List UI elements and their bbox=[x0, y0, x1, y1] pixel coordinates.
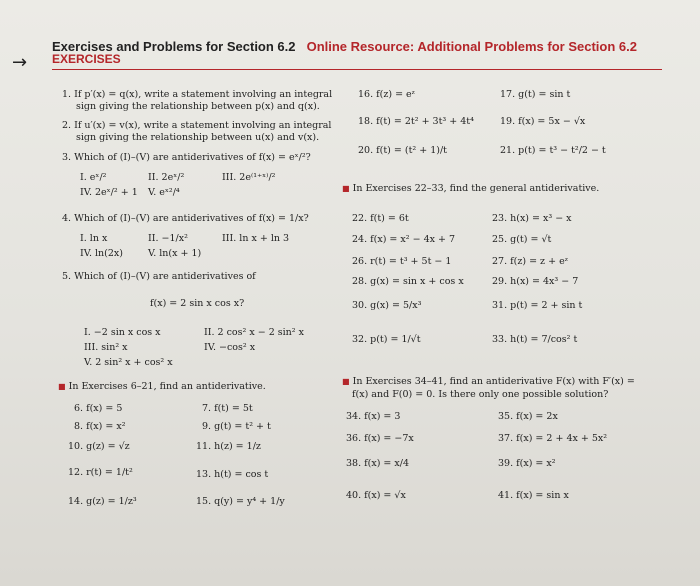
problem-5-function: f(x) = 2 sin x cos x? bbox=[150, 298, 245, 309]
problem-5-option-2: II. 2 cos² x − 2 sin² x bbox=[204, 327, 304, 338]
problem-4-option-2: II. −1/x² bbox=[148, 233, 188, 244]
exercise-13: 13. h(t) = cos t bbox=[196, 469, 269, 480]
exercise-26: 26. r(t) = t³ + 5t − 1 bbox=[352, 256, 452, 267]
exercises-34-41-instruction bbox=[342, 376, 635, 387]
exercise-28: 28. g(x) = sin x + cos x bbox=[352, 276, 464, 287]
exercise-21: 21. p(t) = t³ − t²/2 − t bbox=[500, 145, 606, 156]
problem-5-option-4: IV. −cos² x bbox=[204, 342, 256, 353]
exercise-18: 18. f(t) = 2t² + 3t³ + 4t⁴ bbox=[358, 116, 474, 127]
problem-4-option-5: V. ln(x + 1) bbox=[148, 248, 202, 259]
exercises-34-41-text-1: In Exercises 34–41, find an antiderivative F(x) with F′(x) = bbox=[352, 376, 635, 387]
exercises-6-21-instruction bbox=[58, 381, 266, 392]
problem-3-option-5: V. eˣ²/⁴ bbox=[148, 187, 180, 198]
exercise-41: 41. f(x) = sin x bbox=[498, 490, 569, 501]
exercise-34: 34. f(x) = 3 bbox=[346, 411, 401, 422]
problem-1-line-2: sign giving the relationship between p(x) and q(x). bbox=[76, 101, 320, 112]
arrow-icon: → bbox=[12, 52, 28, 73]
exercise-36: 36. f(x) = −7x bbox=[346, 433, 414, 444]
exercise-30: 30. g(x) = 5/x³ bbox=[352, 300, 422, 311]
problem-4-option-3: III. ln x + ln 3 bbox=[222, 233, 290, 244]
problem-1-line-1: 1. If p′(x) = q(x), write a statement involving an integral bbox=[62, 89, 333, 100]
triangle-bullet-icon: ■ bbox=[342, 184, 350, 193]
exercise-6: 6. f(x) = 5 bbox=[74, 403, 123, 414]
problem-3-option-3: III. 2e⁽¹⁺ˣ⁾/² bbox=[222, 172, 276, 183]
online-resource-link[interactable]: Online Resource: Additional Problems for Section 6.2 bbox=[306, 39, 637, 54]
problem-3-option-4: IV. 2eˣ/² + 1 bbox=[80, 187, 138, 198]
exercise-40: 40. f(x) = √x bbox=[346, 490, 406, 501]
exercise-24: 24. f(x) = x² − 4x + 7 bbox=[352, 234, 456, 245]
exercises-6-21-text: In Exercises 6–21, find an antiderivative. bbox=[68, 381, 266, 392]
exercise-10: 10. g(z) = √z bbox=[68, 441, 130, 452]
exercise-9: 9. g(t) = t² + t bbox=[202, 421, 271, 432]
exercise-29: 29. h(x) = 4x³ − 7 bbox=[492, 276, 579, 287]
problem-3-option-1: I. eˣ/² bbox=[80, 172, 107, 183]
exercise-7: 7. f(t) = 5t bbox=[202, 403, 253, 414]
problem-4-option-1: I. ln x bbox=[80, 233, 108, 244]
exercise-8: 8. f(x) = x² bbox=[74, 421, 126, 432]
exercise-17: 17. g(t) = sin t bbox=[500, 89, 571, 100]
problem-5-option-1: I. −2 sin x cos x bbox=[84, 327, 161, 338]
problem-5-option-5: V. 2 sin² x + cos² x bbox=[84, 357, 173, 368]
exercise-19: 19. f(x) = 5x − √x bbox=[500, 116, 586, 127]
exercise-37: 37. f(x) = 2 + 4x + 5x² bbox=[498, 433, 608, 444]
problem-5-question: 5. Which of (I)–(V) are antiderivatives of bbox=[62, 271, 256, 282]
exercise-20: 20. f(t) = (t² + 1)/t bbox=[358, 145, 447, 156]
problem-2-line-1: 2. If u′(x) = v(x), write a statement involving an integral bbox=[62, 120, 332, 131]
exercise-12: 12. r(t) = 1/t² bbox=[68, 467, 133, 478]
exercises-34-41-text-2: f(x) and F(0) = 0. Is there only one possible solution? bbox=[352, 389, 609, 400]
problem-3-option-2: II. 2eˣ/² bbox=[148, 172, 185, 183]
exercise-33: 33. h(t) = 7/cos² t bbox=[492, 334, 578, 345]
exercise-23: 23. h(x) = x³ − x bbox=[492, 213, 572, 224]
exercise-32: 32. p(t) = 1/√t bbox=[352, 334, 421, 345]
exercises-subtitle: EXERCISES bbox=[52, 52, 121, 66]
problem-5-option-3: III. sin² x bbox=[84, 342, 128, 353]
exercise-22: 22. f(t) = 6t bbox=[352, 213, 409, 224]
triangle-bullet-icon: ■ bbox=[342, 377, 350, 386]
exercise-11: 11. h(z) = 1/z bbox=[196, 441, 261, 452]
section-title: Exercises and Problems for Section 6.2 bbox=[52, 39, 296, 54]
problem-4-option-4: IV. ln(2x) bbox=[80, 248, 123, 259]
exercises-22-33-text: In Exercises 22–33, find the general antiderivative. bbox=[352, 183, 600, 194]
exercise-38: 38. f(x) = x/4 bbox=[346, 458, 410, 469]
exercise-35: 35. f(x) = 2x bbox=[498, 411, 558, 422]
exercise-31: 31. p(t) = 2 + sin t bbox=[492, 300, 583, 311]
exercise-27: 27. f(z) = z + eᶻ bbox=[492, 256, 568, 267]
exercise-14: 14. g(z) = 1/z³ bbox=[68, 496, 137, 507]
header-divider bbox=[52, 69, 662, 70]
problem-4-question: 4. Which of (I)–(V) are antiderivatives of f(x) = 1/x? bbox=[62, 213, 309, 224]
section-header bbox=[52, 36, 637, 55]
exercise-15: 15. q(y) = y⁴ + 1/y bbox=[196, 496, 285, 507]
exercise-16: 16. f(z) = eᶻ bbox=[358, 89, 415, 100]
problem-3-question: 3. Which of (I)–(V) are antiderivatives of f(x) = eˣ/²? bbox=[62, 152, 311, 163]
triangle-bullet-icon: ■ bbox=[58, 382, 66, 391]
exercise-25: 25. g(t) = √t bbox=[492, 234, 552, 245]
exercises-22-33-instruction bbox=[342, 183, 599, 194]
problem-2-line-2: sign giving the relationship between u(x) and v(x). bbox=[76, 132, 320, 143]
exercise-39: 39. f(x) = x² bbox=[498, 458, 556, 469]
